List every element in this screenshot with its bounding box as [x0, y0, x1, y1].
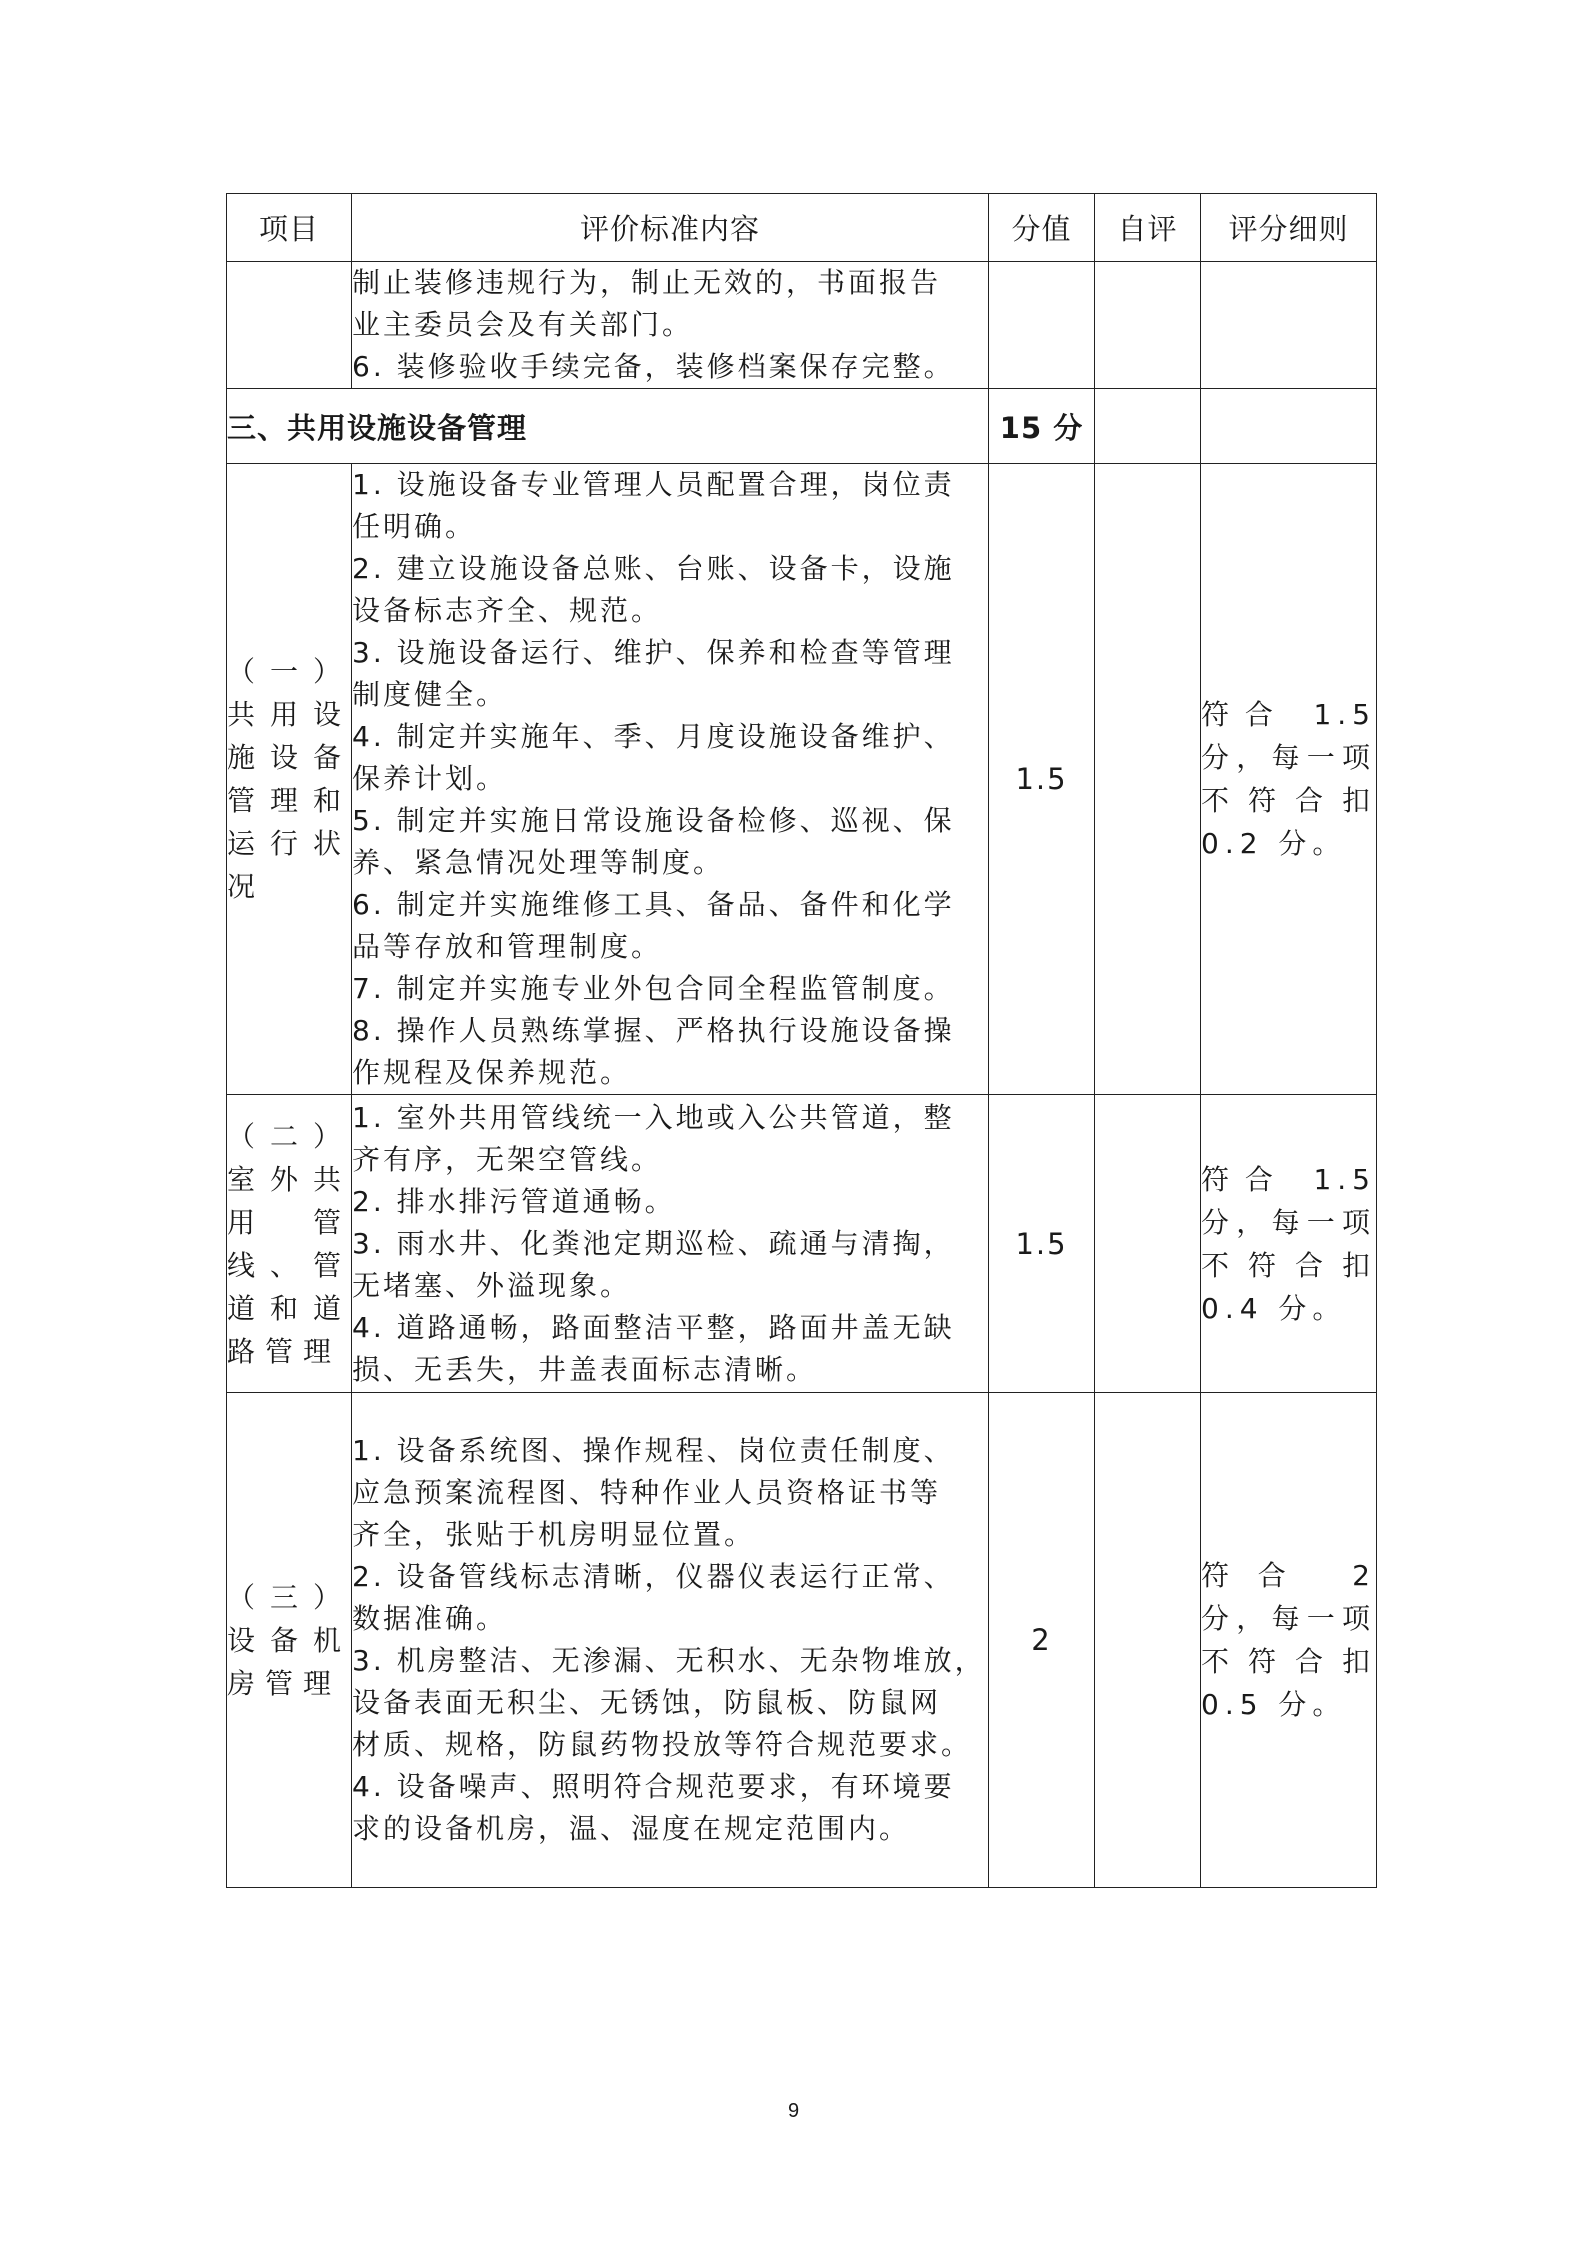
continuation-rule: [1201, 262, 1377, 389]
continuation-row: [227, 262, 1377, 389]
content-line: 2. 建立设施设备总账、台账、设备卡，设施: [352, 552, 955, 585]
section-row: [227, 389, 1377, 464]
content-line: 3. 设施设备运行、维护、保养和检查等管理: [352, 636, 955, 669]
content-line: 设备标志齐全、规范。: [352, 594, 663, 627]
row-item: （三）设备机房管理: [227, 1393, 352, 1888]
content-line: 制止装修违规行为，制止无效的，书面报告: [352, 266, 942, 299]
content-line: 2. 排水排污管道通畅。: [352, 1184, 676, 1218]
content-line: 3. 雨水井、化粪池定期巡检、疏通与清掏，: [352, 1226, 955, 1260]
header-content: 评价标准内容: [352, 194, 989, 262]
content-line: 作规程及保养规范。: [352, 1056, 632, 1089]
content-line: 6. 制定并实施维修工具、备品、备件和化学: [352, 888, 955, 921]
content-line: 齐全，张贴于机房明显位置。: [352, 1518, 756, 1551]
row-score: 2: [989, 1393, 1095, 1888]
table-row: [227, 1393, 1377, 1888]
row-item: （二）室外共用管线、管道和道路管理: [227, 1095, 352, 1393]
content-line: 任明确。: [352, 510, 477, 543]
row-rule: 符合 1.5 分，每一项不符合扣 0.4 分。: [1201, 1095, 1377, 1393]
content-line: 1. 室外共用管线统一入地或入公共管道，整: [352, 1100, 955, 1134]
content-line: 保养计划。: [352, 762, 508, 795]
row-item: （一）共用设施设备管理和运行状况: [227, 464, 352, 1095]
section-rule: [1201, 389, 1377, 464]
continuation-score: [989, 262, 1095, 389]
content-line: 业主委员会及有关部门。: [352, 308, 694, 341]
content-line: 7. 制定并实施专业外包合同全程监管制度。: [352, 972, 955, 1005]
content-line: 数据准确。: [352, 1602, 508, 1635]
content-line: 5. 制定并实施日常设施设备检修、巡视、保: [352, 804, 955, 837]
content-line: 设备表面无积尘、无锈蚀，防鼠板、防鼠网: [352, 1686, 942, 1719]
row-rule: 符合 1.5 分，每一项不符合扣 0.2 分。: [1201, 464, 1377, 1095]
row-score: 1.5: [989, 1095, 1095, 1393]
content-line: 齐有序，无架空管线。: [352, 1142, 663, 1176]
content-line: 8. 操作人员熟练掌握、严格执行设施设备操: [352, 1014, 955, 1047]
table-header-row: [227, 194, 1377, 262]
content-line: 4. 设备噪声、照明符合规范要求，有环境要: [352, 1770, 955, 1803]
content-line: 4. 道路通畅，路面整洁平整，路面井盖无缺: [352, 1310, 955, 1344]
content-line: 3. 机房整洁、无渗漏、无积水、无杂物堆放，: [352, 1644, 986, 1677]
page-number: 9: [787, 2100, 800, 2122]
content-line: 4. 制定并实施年、季、月度设施设备维护、: [352, 720, 955, 753]
header-self-eval: 自评: [1095, 194, 1201, 262]
content-line: 1. 设施设备专业管理人员配置合理，岗位责: [352, 468, 955, 501]
header-rule: 评分细则: [1201, 194, 1377, 262]
section-self-eval: [1095, 389, 1201, 464]
row-score: 1.5: [989, 464, 1095, 1095]
section-title: 三、共用设施设备管理: [227, 389, 989, 464]
content-line: 求的设备机房，温、湿度在规定范围内。: [352, 1812, 911, 1845]
content-line: 1. 设备系统图、操作规程、岗位责任制度、: [352, 1434, 955, 1467]
content-line: 无堵塞、外溢现象。: [352, 1268, 632, 1302]
header-score: 分值: [989, 194, 1095, 262]
content-line: 6. 装修验收手续完备，装修档案保存完整。: [352, 350, 955, 383]
row-self-eval: [1095, 1393, 1201, 1888]
content-line: 损、无丢失，井盖表面标志清晰。: [352, 1352, 818, 1386]
header-item: 项目: [227, 194, 352, 262]
content-line: 材质、规格，防鼠药物投放等符合规范要求。: [352, 1728, 973, 1761]
content-line: 2. 设备管线标志清晰，仪器仪表运行正常、: [352, 1560, 955, 1593]
row-content: [352, 1393, 989, 1888]
continuation-self-eval: [1095, 262, 1201, 389]
content-line: 养、紧急情况处理等制度。: [352, 846, 725, 879]
content-line: 品等存放和管理制度。: [352, 930, 663, 963]
table-row: [227, 464, 1377, 1095]
row-content: [352, 1095, 989, 1393]
content-line: 制度健全。: [352, 678, 508, 711]
continuation-content: [352, 262, 989, 389]
row-rule: 符合 2 分，每一项不符合扣 0.5 分。: [1201, 1393, 1377, 1888]
section-score: 15 分: [989, 389, 1095, 464]
table-row: [227, 1095, 1377, 1393]
continuation-item: [227, 262, 352, 389]
row-content: [352, 464, 989, 1095]
row-self-eval: [1095, 464, 1201, 1095]
evaluation-table: [226, 193, 1377, 1888]
content-line: 应急预案流程图、特种作业人员资格证书等: [352, 1476, 942, 1509]
row-self-eval: [1095, 1095, 1201, 1393]
